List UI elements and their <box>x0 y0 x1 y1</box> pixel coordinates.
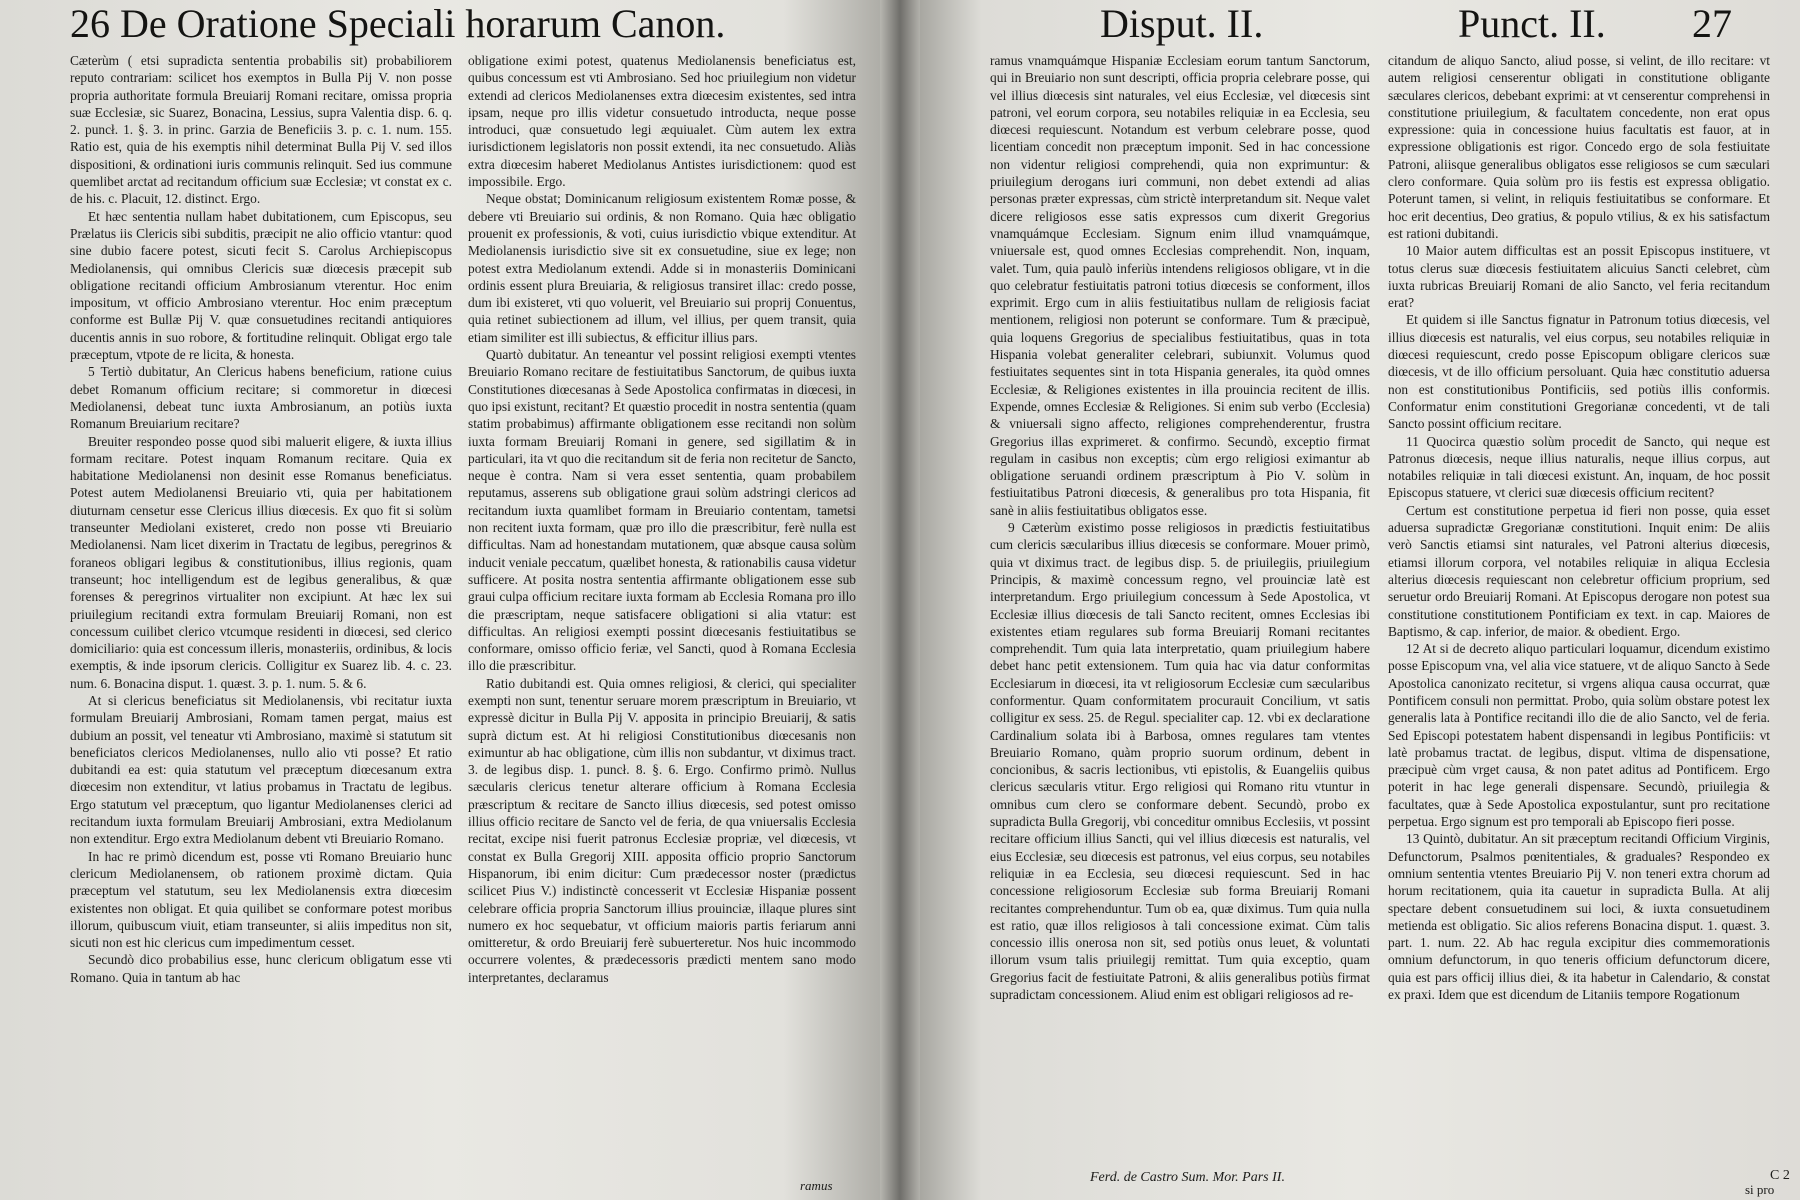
paragraph: Ratio dubitandi est. Quia omnes religiosi, & clerici, qui specialiter exempti non sunt, tenentur seruare morem præscriptum in Breuiario, vt expressè dicitur in Bulla Pij V. apposita in principio Breuiarij, & satis suprà dictum est. At hi religiosi Constitutionibus diœcesanis non eximuntur ab hac obligatione, cùm illis non subdantur, vt diximus tract. 3. de legibus disp. 1. puncł. 8. §. 6. Ergo. Confirmo primò. Nullus sæcularis clericus tenetur alterare officium à Romana Ecclesia præscriptum & recitare de Sancto illius diœcesis, sed potest omisso illius officio recitare de Sancto vel de feria, de qua vniuersalis Ecclesia recitat, excipe nisi fuerit patronus Ecclesiæ propriæ, vel diœcesis, vt constat ex Bulla Gregorij XIII. apposita officio proprio Sanctorum Hispanorum, ibi enim dicitur: Cum prædecessor noster (prædictus scilicet Pius V.) indistinctè concesserit vt Ecclesiæ Hispaniæ possent celebrare officia propria Sanctorum illius prouinciæ, illaque plures sint numero ex hoc sequebatur, vt officium maioris partis feriarum anni omitteretur, & ordo Breuiarij ferè subuerteretur. Nos huic incommodo occurrere volentes, & prædecessoris prædicti mentem sano modo interpretantes, declaramus <box>468 675 856 985</box>
paragraph: 5 Tertiò dubitatur, An Clericus habens beneficium, ratione cuius debet Romanum officium recitare; si commoretur in diœcesi Mediolanensi, debeat tunc iuxta Ambrosianum, an potiùs iuxta Romanum Breuiarium recitare? <box>70 364 452 432</box>
paragraph: Breuiter respondeo posse quod sibi maluerit eligere, & iuxta illius formam recitare. Potest inquam Romanum recitare. Quia ex habitatione Mediolanensi non desinit esse Romanus beneficiatus. Potest autem Mediolanensi Breuiario vti, quia per habitationem diuturnam censetur esse Clericus illius diœcesis. Ex quo fit si solùm transeunter Mediolani existeret, credo non posse vti Breuiario Mediolanensi. Nam licet dixerim in Tractatu de legibus, peregrinos & foraneos obligari legibus & constitutionibus, illius regionis, quam transeunt; hoc intelligendum est de legibus generalibus, & quæ forenses & peregrinos virtualiter non excipiunt. At hæc lex sui priuilegium recitandi extra formulam Breuiarij Romani, non est concessum cuilibet clerico vtcumque residenti in diœcesi, sed clerico domiciliario: quia est concessum illeris, monasteriis, ordinibus, & locis exemptis, & inde ipsorum clericis. Colligitur ex Suarez lib. 4. c. 23. num. 6. Bonacina disput. 1. quæst. 3. p. 1. num. 5. & 6. <box>70 433 452 691</box>
paragraph: citandum de aliquo Sancto, aliud posse, si velint, de illo recitare: vt autem religiosi censerentur obligati in constitutione obligante sæculares clericos, debebant exprimi: at vt censerentur comprehensi in constitutione priuilegium, & facultatem concedente, non erat opus expressione: quia in concessione huius facultatis est fauor, at in expressione obligationis est rigor. Concedo ergo de sola festiuitate Patroni, aliisque generalibus obligatos esse religiosos se cum sæculari clero conformare. Quia solùm pro iis festis est expressa obligatio. Poterunt tamen, si velint, in reliquis festiuitatibus se conformare. Et hoc erit decentius, Deo gratius, & populo vtilius, & ex his satisfactum est rationi dubitandi. <box>1388 53 1770 241</box>
paragraph: ramus vnamquámque Hispaniæ Ecclesiam eorum tantum Sanctorum, qui in Breuiario non sunt descripti, officia propria celebrare posse, qui vel illius diœcesis sint naturales, vel eius Ecclesiæ, vel diœcesis sint patroni, vel eorum corpora, seu notabiles reliquiæ in ea Ecclesia, seu diœcesi requiescunt. Notandum est verbum celebrare posse, quod licentiam concedit non præceptum imponit. Sed in hac concessione non videntur religiosi comprehendi, quia non exprimuntur: & priuilegium derogans iuri communi, non debet extendi ad alias personas præter expressas, cùm strictè interpretandum sit. Neque valet dicere religiosos esse satis expressos cum dixerit Gregorius vnamquámque Ecclesiam. Signum enim illud vnamquámque, vniuersale est, quod omnes Ecclesias comprehendit. Non, inquam, valet. Tum, quia paulò inferiùs intendens religiosos obligare, vt in die quo celebratur festiuitatis patroni totius diœcesis se conforment, illos exprimit. Ergo cum in aliis festiuitatibus nullam de religiosis faciat mentionem, religiosi non poterunt se conformare. Tum & præcipuè, quia loquens Gregorius de specialibus festiuitatibus, quas in tota Hispania volebat generaliter celebrari, subiunxit. Volumus quod festiuitates sequentes sint in tota Hispania generales, ita quòd omnes Ecclesiæ, & Religiones existentes in illa prouincia recitent de illis. Expende, omnes Ecclesiæ & Religiones. Si enim sub verbo (Ecclesia) & vniuersali signo affecto, religiones comprehenderentur, frustra Gregorius illas exprimeret. & confirmo. Secundò, exceptio firmat regulam in casibus non exceptis; cùm ergo religiosi eximantur ab obligatione seruandi ordinem præscriptum à Pio V. solùm in festiuitatibus Patroni diœcesis, & generalibus pro tota Hispania, fit sanè in aliis festiuitatibus obligatos esse. <box>990 53 1370 518</box>
right-catchword: si pro <box>1745 1182 1775 1197</box>
right-column-2 <box>1388 52 1770 1150</box>
right-column-1 <box>990 52 1370 1150</box>
paragraph: 11 Quocirca quæstio solùm procedit de Sancto, qui neque est Patronus diœcesis, neque illius naturalis, neque illius corpus, aut notabiles reliquiæ in tali diœcesi existunt. An, inquam, de hoc possit Episcopus statuere, vt clerici suæ diœcesis officium recitent? <box>1388 433 1770 501</box>
left-catchword: ramus <box>800 1178 833 1193</box>
left-running-title: De Oratione Speciali horarum Canon. <box>120 1 726 46</box>
left-column-1 <box>70 52 452 1150</box>
paragraph: 10 Maior autem difficultas est an possit Episcopus instituere, vt totus clerus suæ diœcesis festiuitatem alicuius Sancti celebret, cùm iuxta rubricas Breuiarij Romani de alio Sancto, vel feria recitandum erat? <box>1388 243 1770 311</box>
right-page <box>910 0 1800 1200</box>
left-column-2 <box>468 52 856 1150</box>
left-page <box>0 0 890 1200</box>
right-page-number: 27 <box>1692 1 1732 46</box>
paragraph: At si clericus beneficiatus sit Mediolanensis, vbi recitatur iuxta formulam Breuiarij Ambrosiani, Romam tamen pergat, maius est dubium an possit, vel teneatur vti Ambrosiano, maximè si statutum sit beneficiatos clericos Mediolanenses, nullo alio vti posse? Et ratio dubitandi ea est: quia statutum vel præceptum diœcesanum extra diœcesim non extenditur, vt latius probamus in Tractatu de legibus. Ergo statutum vel præceptum, quo ligantur Mediolanenses clerici ad recitandum iuxta formulam Breuiarij Ambrosiani, extra Mediolanum non extenditur. Ergo extra Mediolanum debent vti Breuiario Romano. <box>70 692 452 847</box>
paragraph: Et quidem si ille Sanctus fignatur in Patronum totius diœcesis, vel illius diœcesis est naturalis, vel eius corpus, seu notabiles reliquiæ in diœcesi requiescunt, credo posse Episcopum obligare clericos suæ diœcesis, vt de illo officium persoluant. Quia hæc constitutio aduersa non est constitutionibus Pontificiis, sed potiùs illis conformis. Conformatur enim constitutioni Gregorianæ concedenti, vt de tali Sancto possint officium recitare. <box>1388 312 1770 432</box>
paragraph: 9 Cæterùm existimo posse religiosos in prædictis festiuitatibus cum clericis sæcularibus illius diœcesis se conformare. Mouer primò, quia vt diximus tract. de legibus disp. 5. de priuilegiis, priuilegium Principis, & maximè concessum regno, vel prouinciæ latè est interpretandum. Ergo priuilegium concessum à Sede Apostolica, vt Ecclesiæ illius diœcesis de tali Sancto recitent, omnes Ecclesias ibi existentes etiam regulares sub forma Breuiarij Romani recitantes comprehendit. Tum quia lata interpretatio, quam priuilegium habere debet hanc petit extensionem. Tum quia hac via datur conformitas Ecclesiarum in diœcesi, ita vt religiosorum Ecclesiæ cum sæcularibus conformentur. Quam conformitatem procurauit Concilium, vt satis colligitur ex sess. 25. de Regul. specialiter cap. 12. vbi ex declaratione Cardinalium solata ibi à Barbosa, omnes regulares tam vtentes Breuiario Romano, quàm proprio suorum ordinum, debent in concionibus, & sacris lectionibus, vti epistolis, & Euangeliis quibus clericus sæcularis vtitur. Ergo religiosi qui Romano ritu vtuntur in omnibus cum clero se conformare debent. Secundò, probo ex supradicta Bulla Gregorij, vbi conceditur omnibus Ecclesiis, vt possint recitare officium illius Sancti, qui vel illius diœcesis est naturalis, vel eius Ecclesiæ, seu diœcesis est patronus, vel eius corpus, seu notabiles reliquiæ in ea Ecclesia, seu diœcesi requiescunt. Sed in hac concessione religiosorum Ecclesiæ sub forma Breuiarij Romani recitantes comprehenduntur. Tum ob ea, quæ diximus. Tum quia nulla est ratio, quæ illos religiosos à tali concessione eximat. Cùm talis concessio illis onerosa non sit, sed potiùs onus leuet, & voluntati illorum vsum talis priuilegij remittat. Tum quia exceptio, quam Gregorius facit de festiuitate Patroni, & aliis generalibus potiùs firmat supradictam concessionem. Aliud enim est obligari religiosos ad re- <box>990 520 1370 1003</box>
paragraph: Cæterùm ( etsi supradicta sententia probabilis sit) probabiliorem reputo contrariam: scilicet hos exemptos in Bulla Pij V. non posse propria authoritate formula Breuiarij Romani recitare, omissa propria suæ Ecclesiæ, sic Suarez, Bonacina, Lessius, supra Valentia disp. 6. q. 2. puncł. 1. §. 3. in princ. Garzia de Beneficiis 3. p. c. 1. num. 155. Ratio est, quia de his exemptis nihil determinat Bulla Pij V. sed illos dispositioni, & ordinationi iuris communis relinquit. Sed ius commune quemlibet arctat ad recitandum officium suæ Ecclesiæ; vt constat ex c. de his. c. Placuit, 12. distinct. Ergo. <box>70 53 452 207</box>
paragraph: 13 Quintò, dubitatur. An sit præceptum recitandi Officium Virginis, Defunctorum, Psalmos pœnitentiales, & graduales? Respondeo ex omnium sententia vtentes Breuiario Pij V. non teneri extra chorum ad horum recitationem, quia ita cauetur in supradicta Bulla. At alij spectare debent consuetudinem sui loci, & iuxta consuetudinem metienda est obligatio. Sic alios referens Bonacina disput. 1. quæst. 3. part. 1. num. 22. Ab hac regula excipitur dies commemorationis omnium defunctorum, in quo teneris officium defunctorum dicere, quia est pars officij illius diei, & ita habetur in Calendario, & constat ex praxi. Idem que est dicendum de Litaniis tempore Rogationum <box>1388 831 1770 1003</box>
left-running-head <box>70 2 870 48</box>
paragraph: In hac re primò dicendum est, posse vti Romano Breuiario hunc clericum Mediolanensem, ob rationem proximè dictam. Quia præceptum vel statutum, seu lex Mediolanensis extra diœcesim existentes non obligat. Et quia quilibet se conformare potest moribus illorum, quibuscum viuit, etiam transeunter, si aliis impeditus non sit, sicuti non est hic clericus cum impedimentum cesset. <box>70 848 452 951</box>
paragraph: Quartò dubitatur. An teneantur vel possint religiosi exempti vtentes Breuiario Romano recitare de festiuitatibus Sanctorum, de quibus iuxta Constitutiones diœcesanas à Sede Apostolica confirmatas in diœcesi, in quo ipsi existunt, recitant? Et quæstio procedit in nostra sententia (quam statim probabimus) affirmante obligationem esse recitandi non solùm iuxta formam Breuiarij Romani in genere, sed sigillatim & in particulari, ita vt quo die recitandum sit de feria non recitetur de Sancto, neque è contra. Nam si vera esset sententia, quam probabilem reputamus, asserens sub obligatione graui solùm adstringi clericos ad recitandum iuxta quamlibet formam in Breuiario contentam, tametsi non recitent iuxta formam, quæ pro illo die præscribitur, ferè nulla est difficultas. Nam ad honestandam mutationem, quæ absque causa solùm inducit veniale peccatum, quælibet honesta, & rationabilis causa videtur sufficere. At posita nostra sententia affirmante obligationem esse sub graui culpa officium recitare iuxta formam ab Ecclesia Romana pro illo die præscriptam, neque satisfacere obligationi si alia vtatur: est difficultas. An religiosi exempti possint diœcesanis festiuitatibus se conformare, omisso officio feriæ, vel Sancti, quod à Romana Ecclesia illo die præscribitur. <box>468 347 856 674</box>
paragraph: 12 At si de decreto aliquo particulari loquamur, dicendum existimo posse Episcopum vna, vel alia vice statuere, vt de aliquo Sancto à Sede Apostolica canonizato recitetur, si vrgens aliqua causa occurrat, quæ Pontificem consuli non permittat. Probo, quia solùm obstare potest lex generalis lata à Pontifice recitandi illo die de alio Sancto, vel de feria. Sed Episcopi potestatem habent dispensandi in legibus Pontificiis: vt latè probamus tractat. de legibus, disput. vltima de dispensatione, præcipuè cùm vrget causa, & non patet aditus ad Pontificem. Ergo poterit in hac lege generali dispensare. Secundò, priuilegia & facultates, quæ à Sede Apostolica expostulantur, sunt pro recitatione perpetua. Ergo signum est pro temporali ab Episcopo fieri posse. <box>1388 641 1770 830</box>
paragraph: Neque obstat; Dominicanum religiosum existentem Romæ posse, & debere vti Breuiario sui ordinis, & non Romano. Quia hæc obligatio prouenit ex professionis, & voti, cuius iurisdictio vbique extenditur. At Mediolanensis iurisdictio sive sit ex consuetudine, siue ex lege; non potest extra Mediolanum extendi. Adde si in monasteriis Dominicani ordinis essent plura Breuiaria, & religiosus transiret illac: credo posse, dum ibi existeret, vti quo voluerit, vel Breuiario sui proprij Conuentus, quia retinet subiectionem ad illum, vel illius, per quem transit, quia etiam similiter est illi subiectus, & efficitur illius pars. <box>468 191 856 345</box>
left-page-number: 26 <box>70 1 110 46</box>
paragraph: Et hæc sententia nullam habet dubitationem, cum Episcopus, seu Prælatus iis Clericis sibi subditis, præcipit ne alio officio vtantur: quod sine dubio facere potest, sicuti fecit S. Carolus Archiepiscopus Mediolanensis, qui omnibus Clericis suæ diœcesis præcepit sub obligatione recitandi officium Ambrosianum vterentur. Hoc enim impositum, vt officio Ambrosiano vterentur. Hoc enim præceptum conforme est Bullæ Pij V. quæ consuetudines recitandi antiquiores ducentis annis in suo robore, & fortitudine relinquit. Obligat ergo tale præceptum, vtpote de re licita, & honesta. <box>70 208 452 363</box>
right-running-title-left: Disput. II. <box>1100 1 1264 46</box>
book-gutter <box>880 0 920 1200</box>
signature-mark: C 2 <box>1770 1168 1790 1183</box>
paragraph: Certum est constitutione perpetua id fieri non posse, quia esset aduersa supradictæ Gregorianæ constitutioni. Inquit enim: De aliis verò Sanctis etiamsi sint naturales, vel Patroni alterius diœcesis, etiamsi illorum corpora, vel notabiles reliquiæ in aliqua Ecclesia alterius diœcesis requiescant non celebretur officium proprium, sed seruetur ordo Breuiarij Romani. At Episcopus derogare non potest sua constitutione constitutionem Pontificiam ex text. in cap. Maiores de Baptismo, & cap. inferior, de maior. & obedient. Ergo. <box>1388 502 1770 639</box>
right-running-title-right: Punct. II. <box>1458 1 1606 46</box>
footer-author-line: Ferd. de Castro Sum. Mor. Pars II. <box>1090 1170 1285 1185</box>
paragraph: obligatione eximi potest, quatenus Mediolanensis beneficiatus est, quibus concessum est vti Ambrosiano. Sed hoc priuilegium non videtur extendi ad clericos Mediolanenses extra diœcesim existentes, sed intra ipsam, neque pro illis videtur consuetudo introducta, neque posse introduci, quæ consuetudo legi æquiualet. Cùm autem lex extra iurisdictionem legislatoris non possit extendi, ita nec consuetudo. Aliàs extra diœcesim haberet Mediolanus Antistes iurisdictionem: quod est impossibile. Ergo. <box>468 53 856 190</box>
paragraph: Secundò dico probabilius esse, hunc clericum obligatum esse vti Romano. Quia in tantum ab hac <box>70 952 452 985</box>
right-running-head <box>910 2 1800 48</box>
